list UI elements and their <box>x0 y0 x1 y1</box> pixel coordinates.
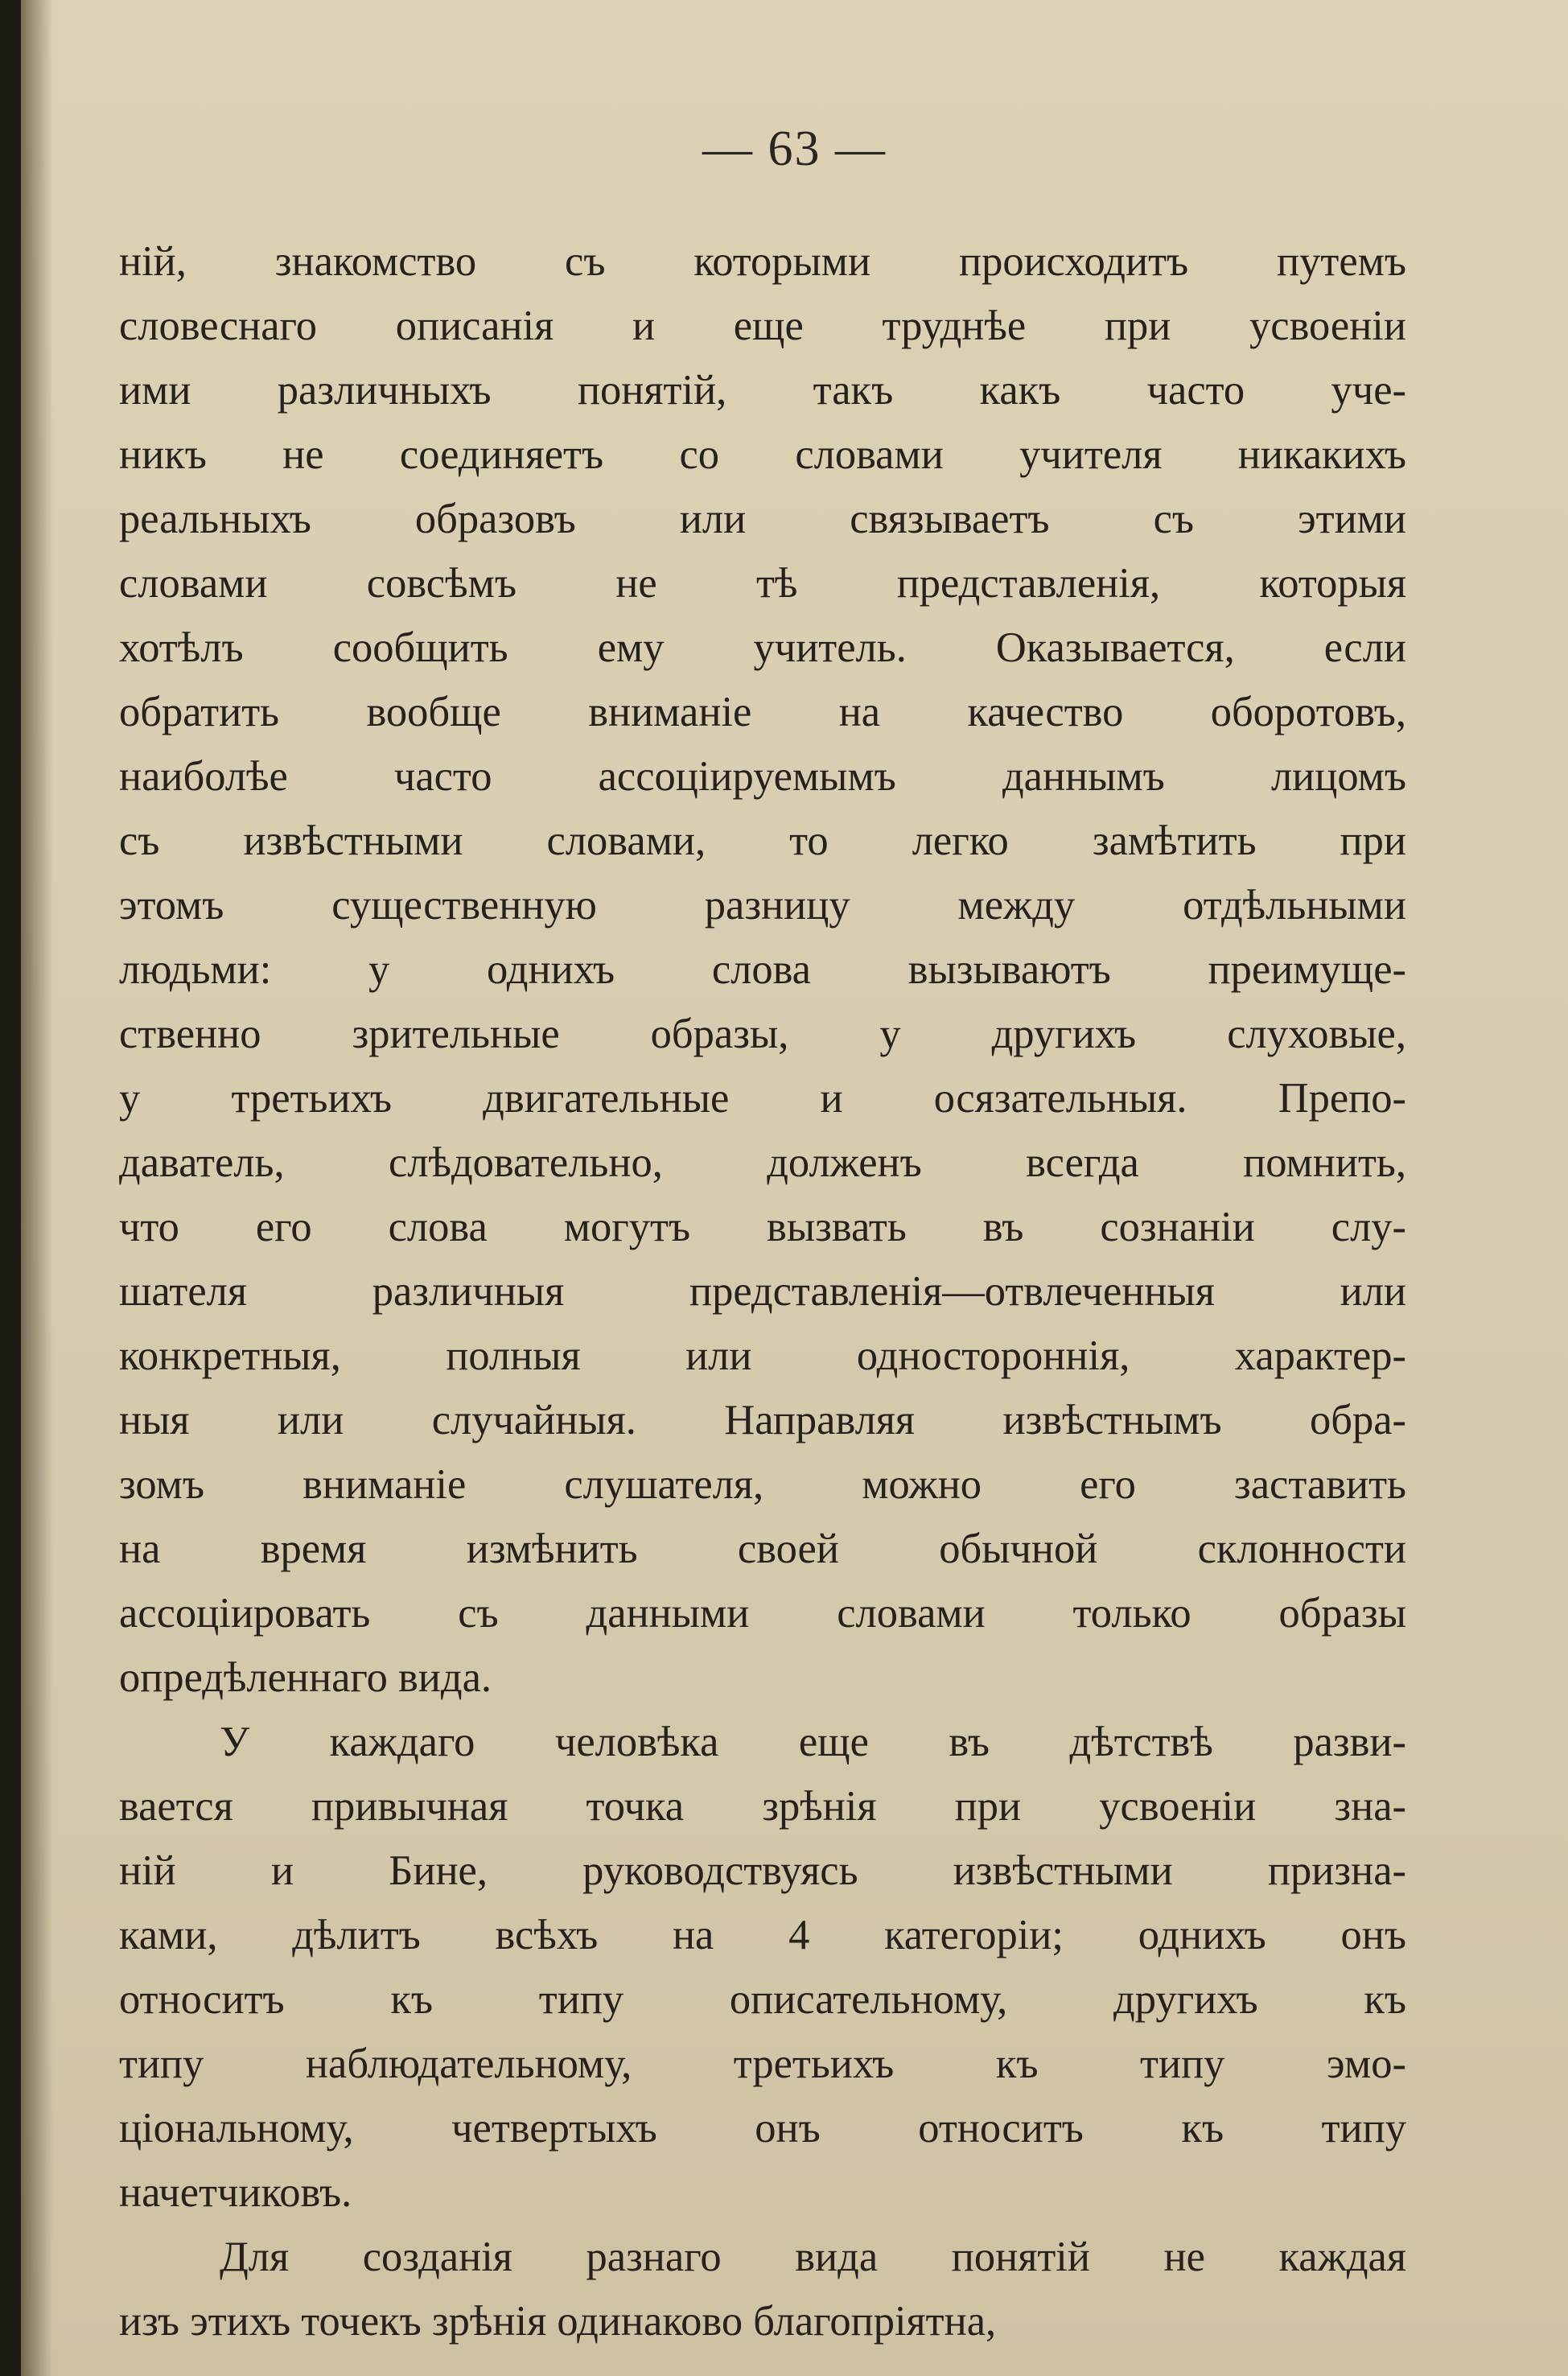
text-line: изъ этихъ точекъ зрѣнія одинаково благопріятна, <box>119 2298 997 2345</box>
text-line: ныя или случайныя. Направляя извѣстнымъ обра- <box>119 1397 1406 1443</box>
paragraph <box>119 229 1406 1710</box>
text-line: начетчиковъ. <box>119 2169 352 2216</box>
text-line: реальныхъ образовъ или связываетъ съ этими <box>119 496 1406 542</box>
text-line: людьми: у однихъ слова вызываютъ преимуще- <box>119 946 1406 993</box>
text-line: ственно зрительные образы, у другихъ слуховые, <box>119 1011 1406 1057</box>
text-line: ціональному, четвертыхъ онъ относитъ къ типу <box>119 2105 1406 2152</box>
text-line: конкретныя, полныя или одностороннія, характер- <box>119 1332 1406 1379</box>
text-line: словеснаго описанія и еще труднѣе при усвоеніи <box>119 303 1406 349</box>
text-line: относитъ къ типу описательному, другихъ къ <box>119 1976 1406 2023</box>
text-line: у третьихъ двигательные и осязательныя. Препо- <box>119 1075 1406 1122</box>
text-line: У каждаго человѣка еще въ дѣтствѣ разви- <box>220 1719 1406 1765</box>
text-line: ими различныхъ понятій, такъ какъ часто уче- <box>119 367 1406 414</box>
text-line: на время измѣнить своей обычной склонности <box>119 1526 1406 1572</box>
text-line: словами совсѣмъ не тѣ представленія, которыя <box>119 560 1406 607</box>
paragraph <box>119 2225 1406 2353</box>
text-line: никъ не соединяетъ со словами учителя никакихъ <box>119 431 1406 478</box>
text-line: ній и Бине, руководствуясь извѣстными призна- <box>119 1847 1406 1894</box>
page-number: — 63 — <box>702 121 887 176</box>
book-page <box>21 0 1568 2376</box>
text-line: ками, дѣлитъ всѣхъ на 4 категоріи; однихъ онъ <box>119 1912 1406 1958</box>
text-line: обратить вообще вниманіе на качество оборотовъ, <box>119 689 1406 735</box>
paragraph <box>119 1710 1406 2225</box>
text-line: наиболѣе часто ассоціируемымъ даннымъ лицомъ <box>119 753 1406 800</box>
text-line: ній, знакомство съ которыми происходитъ путемъ <box>119 238 1406 285</box>
text-line: ассоціировать съ данными словами только образы <box>119 1590 1406 1637</box>
text-line: зомъ вниманіе слушателя, можно его заставить <box>119 1461 1406 1508</box>
text-line: хотѣлъ сообщить ему учитель. Оказывается, если <box>119 624 1406 671</box>
text-line: этомъ существенную разницу между отдѣльными <box>119 882 1406 929</box>
text-line: опредѣленнаго вида. <box>119 1654 492 1701</box>
text-line: Для созданія разнаго вида понятій не каждая <box>220 2234 1406 2280</box>
text-line: вается привычная точка зрѣнія при усвоеніи зна- <box>119 1783 1406 1830</box>
text-line: шателя различныя представленія—отвлеченныя или <box>119 1268 1406 1315</box>
text-line: съ извѣстными словами, то легко замѣтить при <box>119 817 1406 864</box>
spine-shadow <box>21 0 53 2376</box>
text-line: даватель, слѣдовательно, долженъ всегда помнить, <box>119 1139 1406 1186</box>
text-line: типу наблюдательному, третьихъ къ типу эмо- <box>119 2040 1406 2087</box>
body-text <box>119 229 1406 2353</box>
text-line: что его слова могутъ вызвать въ сознаніи слу- <box>119 1204 1406 1250</box>
